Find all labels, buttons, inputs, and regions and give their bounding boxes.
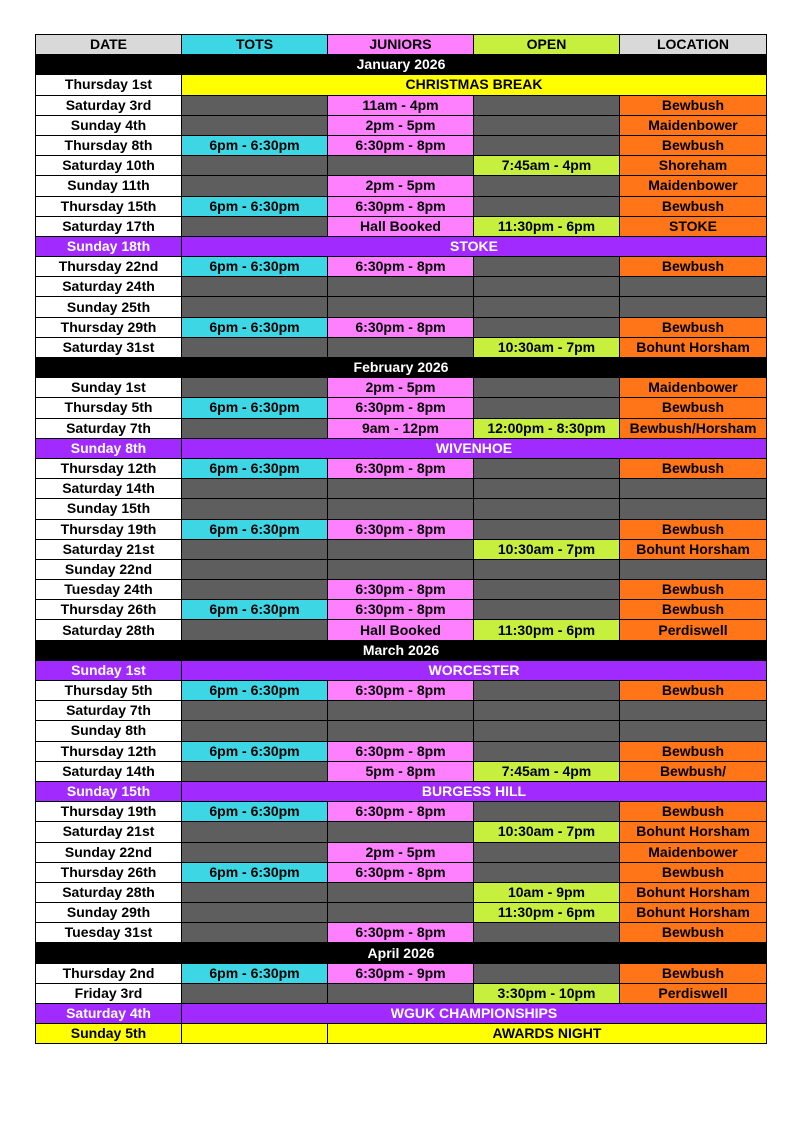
session-row [36,257,767,277]
header-row [36,35,767,55]
juniors-cell [328,822,474,842]
session-row [36,176,767,196]
date-cell: Saturday 7th [36,418,182,438]
session-row [36,317,767,337]
location-cell: Bewbush [620,519,767,539]
month-label: February 2026 [36,358,767,378]
break-row [36,75,767,95]
location-cell [620,559,767,579]
open-cell [474,681,620,701]
juniors-cell [328,337,474,357]
location-cell [620,721,767,741]
juniors-cell: 6:30pm - 8pm [328,862,474,882]
open-cell [474,862,620,882]
competition-name: STOKE [182,236,767,256]
location-cell: Bewbush [620,600,767,620]
session-row [36,882,767,902]
tots-cell [182,156,328,176]
month-row [36,55,767,75]
open-cell [474,95,620,115]
location-cell: STOKE [620,216,767,236]
date-cell: Thursday 15th [36,196,182,216]
juniors-cell [328,721,474,741]
date-cell: Thursday 8th [36,135,182,155]
date-cell: Saturday 3rd [36,95,182,115]
date-cell: Thursday 2nd [36,963,182,983]
competition-name: WGUK CHAMPIONSHIPS [182,1004,767,1024]
date-cell: Saturday 7th [36,701,182,721]
date-cell: Sunday 11th [36,176,182,196]
session-row [36,681,767,701]
juniors-cell: 6:30pm - 8pm [328,580,474,600]
tots-cell: 6pm - 6:30pm [182,257,328,277]
date-cell: Thursday 5th [36,681,182,701]
date-cell: Sunday 8th [36,721,182,741]
month-label: March 2026 [36,640,767,660]
tots-cell: 6pm - 6:30pm [182,317,328,337]
juniors-cell [328,297,474,317]
open-cell [474,741,620,761]
tots-cell: 6pm - 6:30pm [182,458,328,478]
session-row [36,519,767,539]
juniors-cell: 6:30pm - 9pm [328,963,474,983]
session-row [36,95,767,115]
tots-cell [182,842,328,862]
tots-cell: 6pm - 6:30pm [182,741,328,761]
open-cell: 12:00pm - 8:30pm [474,418,620,438]
open-cell [474,398,620,418]
tots-cell [182,983,328,1003]
location-cell: Bewbush [620,317,767,337]
session-row [36,378,767,398]
open-cell [474,701,620,721]
open-cell [474,317,620,337]
session-row [36,418,767,438]
session-row [36,721,767,741]
location-cell: Bewbush [620,580,767,600]
tots-cell [182,1024,328,1044]
open-cell: 3:30pm - 10pm [474,983,620,1003]
competition-row [36,438,767,458]
date-cell: Thursday 5th [36,398,182,418]
tots-cell [182,115,328,135]
date-cell: Tuesday 24th [36,580,182,600]
session-row [36,135,767,155]
juniors-cell: Hall Booked [328,620,474,640]
date-cell: Sunday 25th [36,297,182,317]
tots-cell: 6pm - 6:30pm [182,398,328,418]
location-cell: Maidenbower [620,115,767,135]
location-cell: Bohunt Horsham [620,539,767,559]
juniors-cell: 6:30pm - 8pm [328,458,474,478]
date-cell: Sunday 29th [36,903,182,923]
tots-cell [182,499,328,519]
tots-cell [182,620,328,640]
date-cell: Sunday 8th [36,438,182,458]
location-cell: Bewbush [620,398,767,418]
juniors-cell: 6:30pm - 8pm [328,196,474,216]
open-cell [474,721,620,741]
juniors-cell [328,156,474,176]
month-row [36,358,767,378]
open-cell [474,176,620,196]
date-cell: Sunday 4th [36,115,182,135]
session-row [36,458,767,478]
juniors-cell: 2pm - 5pm [328,842,474,862]
juniors-cell: 6:30pm - 8pm [328,519,474,539]
open-cell: 11:30pm - 6pm [474,903,620,923]
location-cell [620,701,767,721]
tots-cell [182,822,328,842]
date-cell: Saturday 14th [36,761,182,781]
open-cell [474,842,620,862]
session-row [36,620,767,640]
juniors-cell: 11am - 4pm [328,95,474,115]
juniors-cell [328,701,474,721]
open-cell [474,257,620,277]
juniors-cell: 6:30pm - 8pm [328,257,474,277]
location-cell: Bewbush [620,741,767,761]
tots-cell [182,923,328,943]
session-row [36,337,767,357]
juniors-cell: 6:30pm - 8pm [328,600,474,620]
competition-row [36,660,767,680]
date-cell: Tuesday 31st [36,923,182,943]
open-cell: 7:45am - 4pm [474,761,620,781]
date-cell: Saturday 31st [36,337,182,357]
date-cell: Saturday 17th [36,216,182,236]
date-cell: Saturday 21st [36,539,182,559]
location-cell: Bohunt Horsham [620,337,767,357]
session-row [36,297,767,317]
session-row [36,741,767,761]
session-row [36,115,767,135]
date-cell: Sunday 18th [36,236,182,256]
header-juniors: JUNIORS [328,35,474,55]
date-cell: Thursday 19th [36,802,182,822]
open-cell [474,458,620,478]
juniors-cell: 6:30pm - 8pm [328,135,474,155]
open-cell: 10am - 9pm [474,882,620,902]
location-cell: Bewbush [620,196,767,216]
open-cell [474,499,620,519]
tots-cell: 6pm - 6:30pm [182,963,328,983]
juniors-cell [328,539,474,559]
session-row [36,822,767,842]
open-cell: 11:30pm - 6pm [474,216,620,236]
location-cell: Bewbush [620,681,767,701]
tots-cell: 6pm - 6:30pm [182,862,328,882]
session-row [36,539,767,559]
competition-name: BURGESS HILL [182,781,767,801]
date-cell: Thursday 12th [36,741,182,761]
session-row [36,277,767,297]
juniors-cell: 2pm - 5pm [328,115,474,135]
tots-cell [182,479,328,499]
session-row [36,196,767,216]
location-cell: Bewbush [620,802,767,822]
location-cell: Bewbush [620,135,767,155]
juniors-cell [328,277,474,297]
session-row [36,398,767,418]
open-cell [474,559,620,579]
session-row [36,479,767,499]
date-cell: Thursday 26th [36,862,182,882]
open-cell [474,519,620,539]
juniors-cell: 6:30pm - 8pm [328,681,474,701]
open-cell [474,923,620,943]
location-cell: Maidenbower [620,176,767,196]
location-cell [620,499,767,519]
location-cell: Bewbush [620,963,767,983]
open-cell: 7:45am - 4pm [474,156,620,176]
date-cell: Saturday 10th [36,156,182,176]
juniors-cell [328,903,474,923]
date-cell: Thursday 22nd [36,257,182,277]
competition-name: WIVENHOE [182,438,767,458]
tots-cell [182,378,328,398]
competition-row [36,1004,767,1024]
open-cell [474,479,620,499]
location-cell [620,297,767,317]
session-row [36,156,767,176]
juniors-cell: 6:30pm - 8pm [328,802,474,822]
header-open: OPEN [474,35,620,55]
session-row [36,600,767,620]
session-row [36,983,767,1003]
awards-row [36,1024,767,1044]
date-cell: Sunday 1st [36,378,182,398]
session-row [36,923,767,943]
juniors-cell: 6:30pm - 8pm [328,923,474,943]
open-cell: 10:30am - 7pm [474,539,620,559]
location-cell: Perdiswell [620,983,767,1003]
date-cell: Sunday 22nd [36,559,182,579]
tots-cell [182,337,328,357]
session-row [36,559,767,579]
date-cell: Thursday 1st [36,75,182,95]
date-cell: Saturday 28th [36,620,182,640]
tots-cell [182,297,328,317]
juniors-cell: 6:30pm - 8pm [328,398,474,418]
location-cell: Maidenbower [620,378,767,398]
date-cell: Thursday 12th [36,458,182,478]
juniors-cell [328,559,474,579]
tots-cell [182,95,328,115]
date-cell: Saturday 21st [36,822,182,842]
open-cell [474,802,620,822]
location-cell: Bewbush/Horsham [620,418,767,438]
juniors-cell [328,882,474,902]
date-cell: Saturday 14th [36,479,182,499]
open-cell [474,963,620,983]
session-row [36,761,767,781]
juniors-cell: Hall Booked [328,216,474,236]
location-cell: Bohunt Horsham [620,822,767,842]
session-row [36,580,767,600]
location-cell: Bewbush [620,257,767,277]
tots-cell [182,176,328,196]
header-date: DATE [36,35,182,55]
tots-cell: 6pm - 6:30pm [182,681,328,701]
schedule-table [35,34,767,1044]
juniors-cell: 2pm - 5pm [328,378,474,398]
month-label: April 2026 [36,943,767,963]
location-cell: Maidenbower [620,842,767,862]
tots-cell: 6pm - 6:30pm [182,600,328,620]
location-cell: Bohunt Horsham [620,882,767,902]
tots-cell [182,903,328,923]
location-cell: Bewbush [620,923,767,943]
tots-cell [182,559,328,579]
location-cell [620,277,767,297]
date-cell: Friday 3rd [36,983,182,1003]
tots-cell: 6pm - 6:30pm [182,196,328,216]
date-cell: Saturday 24th [36,277,182,297]
date-cell: Saturday 4th [36,1004,182,1024]
location-cell [620,479,767,499]
juniors-cell: 2pm - 5pm [328,176,474,196]
tots-cell [182,539,328,559]
date-cell: Saturday 28th [36,882,182,902]
competition-row [36,236,767,256]
schedule-body [36,55,767,1044]
tots-cell: 6pm - 6:30pm [182,802,328,822]
location-cell: Shoreham [620,156,767,176]
tots-cell [182,701,328,721]
open-cell [474,297,620,317]
juniors-cell: 5pm - 8pm [328,761,474,781]
tots-cell [182,277,328,297]
location-cell: Bohunt Horsham [620,903,767,923]
tots-cell: 6pm - 6:30pm [182,135,328,155]
date-cell: Sunday 22nd [36,842,182,862]
date-cell: Thursday 26th [36,600,182,620]
open-cell [474,600,620,620]
break-label: CHRISTMAS BREAK [182,75,767,95]
location-cell: Bewbush [620,95,767,115]
date-cell: Sunday 15th [36,499,182,519]
open-cell [474,580,620,600]
month-row [36,943,767,963]
open-cell: 11:30pm - 6pm [474,620,620,640]
tots-cell [182,216,328,236]
date-cell: Thursday 19th [36,519,182,539]
location-cell: Perdiswell [620,620,767,640]
open-cell: 10:30am - 7pm [474,822,620,842]
open-cell [474,196,620,216]
competition-name: WORCESTER [182,660,767,680]
tots-cell [182,721,328,741]
session-row [36,963,767,983]
date-cell: Thursday 29th [36,317,182,337]
month-label: January 2026 [36,55,767,75]
tots-cell [182,418,328,438]
open-cell: 10:30am - 7pm [474,337,620,357]
juniors-cell [328,499,474,519]
open-cell [474,378,620,398]
date-cell: Sunday 5th [36,1024,182,1044]
date-cell: Sunday 1st [36,660,182,680]
tots-cell: 6pm - 6:30pm [182,519,328,539]
header-tots: TOTS [182,35,328,55]
month-row [36,640,767,660]
open-cell [474,277,620,297]
header-location: LOCATION [620,35,767,55]
session-row [36,701,767,721]
juniors-cell: 9am - 12pm [328,418,474,438]
session-row [36,216,767,236]
awards-label: AWARDS NIGHT [328,1024,767,1044]
location-cell: Bewbush/ [620,761,767,781]
session-row [36,842,767,862]
juniors-cell [328,479,474,499]
session-row [36,903,767,923]
juniors-cell: 6:30pm - 8pm [328,317,474,337]
open-cell [474,135,620,155]
tots-cell [182,761,328,781]
juniors-cell [328,983,474,1003]
date-cell: Sunday 15th [36,781,182,801]
session-row [36,499,767,519]
tots-cell [182,882,328,902]
juniors-cell: 6:30pm - 8pm [328,741,474,761]
session-row [36,802,767,822]
open-cell [474,115,620,135]
session-row [36,862,767,882]
location-cell: Bewbush [620,862,767,882]
tots-cell [182,580,328,600]
competition-row [36,781,767,801]
location-cell: Bewbush [620,458,767,478]
